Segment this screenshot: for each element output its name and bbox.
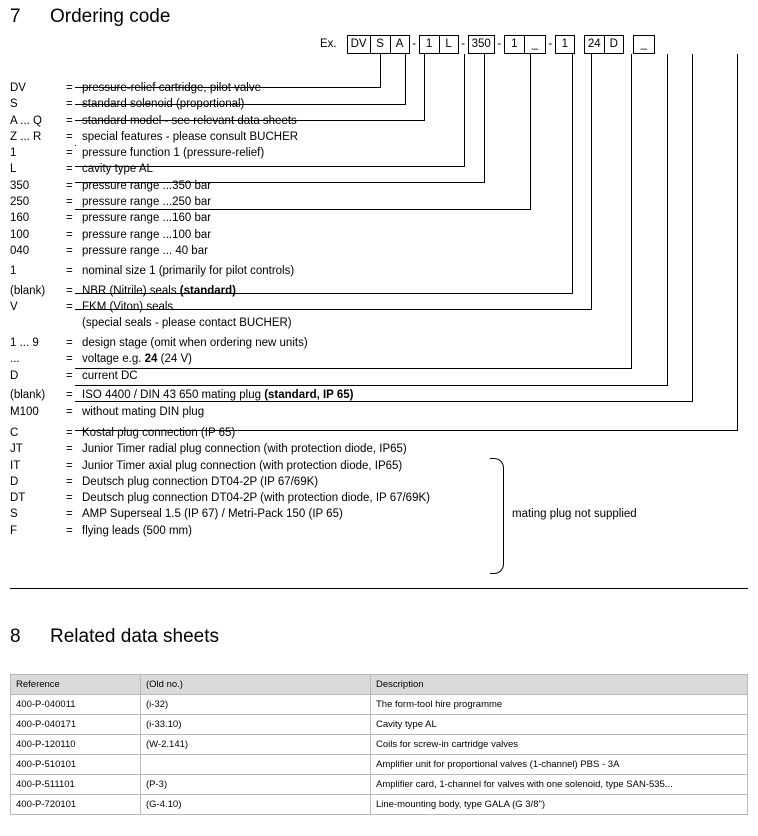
legend-eq: = [66,508,73,521]
cell-reference: 400-P-511101 [11,775,141,795]
dash-4: - [548,38,553,50]
related-data-sheets-table [10,674,748,815]
legend-key: ... [10,353,20,366]
legend-key: 160 [10,212,30,225]
legend-text: (special seals - please contact BUCHER) [82,317,292,330]
legend-eq: = [66,130,73,143]
legend-eq: = [66,443,73,456]
legend-text: standard solenoid (proportional) [82,98,245,111]
legend-text: FKM (Viton) seals [82,300,174,313]
legend-text: Junior Timer radial plug connection (with protection diode, IP65) [82,443,407,456]
cell-description: Cavity type AL [371,715,748,735]
legend-eq: = [66,426,73,439]
example-label: Ex. [320,38,337,50]
legend-key: S [10,98,18,111]
legend-text: flying leads (500 mm) [82,524,192,537]
legend-row [10,523,748,539]
legend-eq: = [66,524,73,537]
legend-text: ISO 4400 / DIN 43 650 mating plug [82,389,265,402]
legend-key: IT [10,459,21,472]
legend-text: pressure function 1 (pressure-relief) [82,147,265,160]
legend-eq: = [66,244,73,257]
legend-text: Kostal plug connection (IP 65) [82,426,236,439]
legend-eq: = [66,284,73,297]
table-row [11,715,748,735]
section-8-title: Related data sheets [50,626,220,647]
legend-row [10,161,748,177]
cell-reference: 400-P-040171 [11,715,141,735]
code-box-range: 350 [468,35,495,54]
legend-row [10,210,748,226]
legend-row [10,299,748,315]
section-7-bottom-rule [10,588,748,589]
mating-plug-note: mating plug not supplied [512,508,637,520]
legend-row [10,387,748,403]
legend-eq: = [66,405,73,418]
example-ordering-code [320,34,655,54]
code-box-current: D [604,35,624,54]
code-box-size: 1 [504,35,524,54]
legend-eq: = [66,369,73,382]
legend-text: pressure-relief cartridge, pilot valve [82,82,261,94]
legend-key: 1 ... 9 [10,336,39,349]
legend-eq: = [66,492,73,505]
legend-eq: = [66,179,73,192]
legend-key: 250 [10,196,30,209]
legend-eq: = [66,147,73,160]
cell-description: Amplifier unit for proportional valves (1-channel) PBS - 3A [371,755,748,775]
table-row [11,695,748,715]
legend-key: F [10,524,18,537]
legend-text: without mating DIN plug [82,405,205,418]
legend-key: Z ... R [10,130,42,143]
cell-description: Coils for screw-in cartridge valves [371,735,748,755]
cell-reference: 400-P-720101 [11,795,141,815]
code-box-l: L [439,35,459,54]
legend-row [10,425,748,441]
legend-text: NBR (Nitrile) seals [82,284,180,297]
code-box-voltage: 24 [584,35,604,54]
legend-text-bold: (standard, IP 65) [264,389,354,402]
legend-eq: = [66,163,73,176]
mating-plug-brace [490,458,504,574]
legend-key: 1 [10,147,17,160]
legend-row [10,368,748,384]
section-7-number: 7 [10,6,21,27]
legend-key: JT [10,443,23,456]
cell-old-no: (G-4.10) [141,795,371,815]
legend-eq: = [66,389,73,402]
legend-eq: = [66,212,73,225]
legend-row [10,283,748,299]
code-box-design-stage: 1 [555,35,575,54]
legend-text: voltage e.g. [82,353,145,366]
dash-2: - [461,38,466,50]
table-row [11,775,748,795]
legend-key: A ... Q [10,114,42,127]
legend-eq: = [66,300,73,313]
legend-row [10,351,748,367]
legend-key: V [10,300,18,313]
section-8-heading [10,626,219,648]
cell-old-no: (i-32) [141,695,371,715]
legend-key: (blank) [10,389,46,402]
code-group-function [419,35,459,54]
legend-row [10,243,748,259]
legend-key: DT [10,492,26,505]
cell-old-no: (i-33.10) [141,715,371,735]
legend-eq: = [66,228,73,241]
code-box-one: 1 [419,35,439,54]
legend-key: D [10,369,19,382]
legend-row [10,80,748,96]
legend-key: M100 [10,405,39,418]
dash-3: - [497,38,502,50]
legend-key: 350 [10,179,30,192]
legend-eq: = [66,114,73,127]
table-header-description: Description [371,675,748,695]
legend-text: Deutsch plug connection DT04-2P (with protection diode, IP 67/69K) [82,492,430,505]
legend-key: L [10,163,17,176]
cell-old-no [141,755,371,775]
legend-text: Junior Timer axial plug connection (with protection diode, IP65) [82,459,403,472]
table-row [11,755,748,775]
section-8-number: 8 [10,626,21,647]
code-box-s: S [370,35,390,54]
code-box-plug: _ [633,35,655,54]
legend-row [10,490,748,506]
legend-key: 100 [10,228,30,241]
legend-row [10,178,748,194]
legend-text-bold: 24 [144,353,158,366]
cell-description: Line-mounting body, type GALA (G 3/8") [371,795,748,815]
cell-reference: 400-P-510101 [11,755,141,775]
cell-reference: 400-P-120110 [11,735,141,755]
legend-text: special features - please consult BUCHER [82,130,299,143]
legend-key: D [10,475,19,488]
section-7-heading [10,6,170,28]
legend-text: Deutsch plug connection DT04-2P (IP 67/69K) [82,475,319,488]
legend-key: DV [10,82,26,94]
legend-eq: = [66,82,73,94]
code-group-voltage-current [584,35,624,54]
legend-row [10,145,748,161]
code-group-type [347,35,410,54]
legend-text: standard model - see relevant data sheets [82,114,297,127]
legend-eq: = [66,336,73,349]
legend-text: nominal size 1 (primarily for pilot controls) [82,264,295,277]
legend-row [10,506,748,522]
legend-row [10,458,748,474]
legend-key: 1 [10,264,17,277]
legend-key: 040 [10,244,30,257]
legend-key: (blank) [10,284,46,297]
legend-row [10,129,748,145]
cell-old-no: (W-2.141) [141,735,371,755]
ordering-code-legend [10,80,748,539]
cell-reference: 400-P-040011 [11,695,141,715]
dash-1: - [412,38,417,50]
cell-description: The form-tool hire programme [371,695,748,715]
table-row [11,795,748,815]
legend-row [10,113,748,129]
code-box-a: A [390,35,410,54]
legend-text: design stage (omit when ordering new units) [82,336,308,349]
legend-row [10,227,748,243]
table-row [11,735,748,755]
legend-text: pressure range ... 40 bar [82,244,208,257]
table-header-old-no: (Old no.) [141,675,371,695]
legend-text: pressure range ...350 bar [82,179,212,192]
legend-text: cavity type AL [82,163,153,176]
table-header-reference: Reference [11,675,141,695]
legend-eq: = [66,196,73,209]
code-group-size-seals [504,35,546,54]
legend-text-bold: (standard) [179,284,236,297]
legend-key: C [10,426,19,439]
legend-eq: = [66,98,73,111]
code-box-seals: _ [524,35,546,54]
legend-row [10,441,748,457]
table-header-row [11,675,748,695]
legend-eq: = [66,264,73,277]
legend-text-after: (24 V) [157,353,192,366]
legend-row [10,404,748,420]
legend-row [10,474,748,490]
legend-row-continuation [10,315,748,331]
cell-old-no: (P-3) [141,775,371,795]
legend-text: pressure range ...250 bar [82,196,212,209]
cell-description: Amplifier card, 1-channel for valves with one solenoid, type SAN-535... [371,775,748,795]
section-7-title: Ordering code [50,6,171,27]
legend-row [10,96,748,112]
legend-row [10,335,748,351]
code-box-dv: DV [347,35,370,54]
legend-key: S [10,508,18,521]
legend-text: pressure range ...100 bar [82,228,212,241]
legend-text: current DC [82,369,138,382]
legend-text: AMP Superseal 1.5 (IP 67) / Metri-Pack 150 (IP 65) [82,508,343,521]
legend-row [10,263,748,279]
legend-eq: = [66,475,73,488]
legend-eq: = [66,353,73,366]
legend-row [10,194,748,210]
legend-eq: = [66,459,73,472]
legend-text: pressure range ...160 bar [82,212,212,225]
